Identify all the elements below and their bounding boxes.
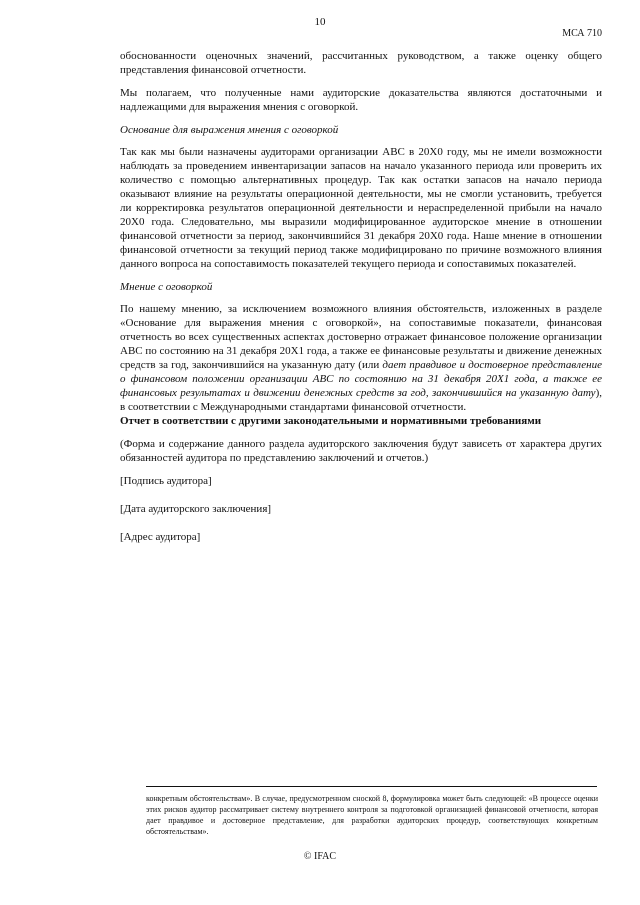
document-body xyxy=(120,49,602,558)
heading-other-requirements: Отчет в соответствии с другими законодательными и нормативными требованиями xyxy=(120,415,542,427)
paragraph-evidence: Мы полагаем, что полученные нами аудиторские доказательства являются достаточными и надлежащими для выражения мнения с оговоркой. xyxy=(120,87,602,113)
document-code: МСА 710 xyxy=(562,28,602,39)
footnote-text: конкретным обстоятельствам». В случае, предусмотренном сноской 8, формулировка может быть следующей: «В процессе оценки этих рисков аудитор рассматривает систему внутреннего контроля за подготовкой организацией финансовой отчетности, которая дает правдивое и достоверное представление, для разработки аудиторских процедур, соответствующих конкретным обстоятельствам». xyxy=(146,794,598,836)
heading-qualified-opinion: Мнение с оговоркой xyxy=(120,281,213,293)
opinion-text-start: По нашему мнению, за исключением возможного влияния обстоятельств, изложенных в разделе «Основание для выражения мнения с оговоркой», на сопоставимые показатели, финансовая отчетность во всех существенных аспектах достоверно отражает финансовое положение организации ABC по состоянию на 31 декабря 20X1 года, а также ее финансовые результаты и движение денежных средств за год, закончившийся на указанную дату (или xyxy=(120,303,602,371)
paragraph-basis: Так как мы были назначены аудиторами организации ABC в 20X0 году, мы не имели возможности наблюдать за проведением инвентаризации запасов на начало указанного периода или проверить их количество с помощью альтернативных процедур. Так как остатки запасов на начало периода оказывают влияние на результаты операционной деятельности, мы не смогли установить, требуется ли корректировка результатов операционной деятельности и нераспределенной прибыли на начало 20X0 года. Следовательно, мы выразили модифицированное аудиторское мнение в отношении финансовой отчетности за период, закончившийся 31 декабря 20X0 года. Наше мнение в отношении финансовой отчетности за текущий период также модифицировано по причине возможного влияния данного вопроса на сопоставимость показателей текущего периода и сопоставимых показателей. xyxy=(120,146,602,270)
opinion-text-alternative: дает правдивое и достоверное представление о финансовом положении организации ABC по состоянию на 31 декабря 20X1 года, а также ее финансовых результатах и движении денежных средств за год, закончившийся на указанную дату xyxy=(120,359,602,399)
copyright-notice: © IFAC xyxy=(303,851,337,862)
paragraph-opinion xyxy=(120,302,602,414)
report-date-placeholder: [Дата аудиторского заключения] xyxy=(120,503,272,515)
paragraph-other-requirements: (Форма и содержание данного раздела аудиторского заключения будут зависеть от характера других обязанностей аудитора по представлению заключений и отчетов.) xyxy=(120,438,602,464)
footnote-divider xyxy=(146,786,597,787)
paragraph-evaluation: обоснованности оценочных значений, рассчитанных руководством, а также оценку общего представления финансовой отчетности. xyxy=(120,50,602,76)
heading-basis-for-qualified-opinion: Основание для выражения мнения с оговоркой xyxy=(120,124,339,136)
opinion-text-end: ), в соответствии с Международными стандартами финансовой отчетности. xyxy=(120,387,602,413)
auditor-signature-placeholder: [Подпись аудитора] xyxy=(120,475,212,487)
page-number: 10 xyxy=(314,16,326,28)
auditor-address-placeholder: [Адрес аудитора] xyxy=(120,531,201,543)
